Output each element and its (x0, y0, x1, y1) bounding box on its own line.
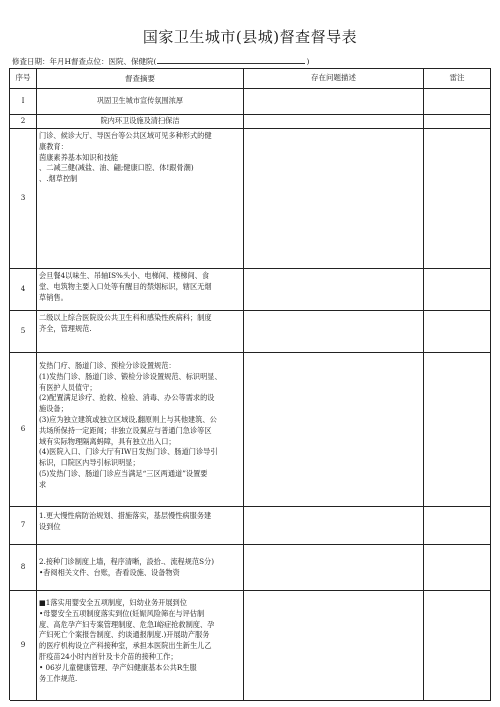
row-desc-blank (244, 89, 424, 114)
row-item-line: 域有实际物理隔离蚂障，具有独立出入口； (39, 436, 176, 446)
row-item-line: (5)发热门诊、肠道门诊应当满足“三区两通道”设置要 (39, 468, 208, 478)
inspection-table (9, 68, 491, 700)
row-note-blank (424, 545, 491, 590)
row-item-line: 1.更大慢性病防治规划、措施落实，基层慢性病服务建 (39, 511, 212, 520)
row-desc-blank (244, 591, 424, 700)
header-note: 雷注 (424, 69, 491, 88)
row-item (37, 591, 244, 700)
row-note-blank (424, 89, 491, 114)
row-note-blank (424, 353, 491, 506)
row-desc-blank (244, 129, 424, 268)
row-item-line: 会旦餐4以味生、吊轴IS%头小、电梯间、楼梯间、食 (39, 271, 210, 280)
header-no: 序号 (10, 69, 37, 88)
row-number: 6 (10, 353, 37, 506)
row-item-line: 施设备； (39, 404, 68, 414)
row-item (37, 311, 244, 352)
table-row (10, 507, 491, 545)
row-desc-blank (244, 353, 424, 506)
row-item-line: 的医疗机构设立产科接种室，承担本医院出生新生儿乙 (39, 641, 212, 651)
table-header-row (10, 69, 491, 89)
row-item-line: (4)医院入口、门诊大厅有IW日发热门诊、肠道门诊导引 (39, 447, 218, 457)
row-item-line: 、.烟草控制 (39, 174, 78, 184)
row-item (37, 129, 244, 268)
row-number: I (10, 89, 37, 114)
row-item (37, 353, 244, 506)
table-row (10, 545, 491, 591)
row-item-line: 2.接种门诊制度上墙，程序清晰，設拾.、流程规范S分) (39, 557, 214, 566)
row-item-line: 草销售。 (39, 292, 68, 302)
row-item-line: 茵康素养基本知识和技能 (39, 152, 119, 162)
row-item-line: •杳阅相关文件、台账，杳看设施、设备物资 (39, 567, 180, 577)
table-row (10, 591, 491, 701)
row-item-line: 巩固卫生城市宣传氛围浓厚 (96, 96, 184, 106)
row-number: 3 (10, 129, 37, 268)
row-item-line: 堂、电筑物主要入口处等有醒目的禁烟标识，辖区无烟 (39, 281, 212, 291)
row-item (37, 545, 244, 590)
row-item (37, 115, 244, 128)
row-desc-blank (244, 545, 424, 590)
page-title: 国家卫生城市(县城)督查督导表 (142, 28, 358, 46)
row-note-blank (424, 115, 491, 128)
row-note-blank (424, 269, 491, 310)
inspection-info-suffix: ) (306, 57, 310, 66)
row-desc-blank (244, 311, 424, 352)
row-item-line: 产妇死亡个案报告制度、约谈通报制度.)开展助产服务 (39, 630, 210, 640)
row-item-line: 门诊、候诊大厅、导医台等公共区域可见多种形式的健 (39, 131, 212, 140)
row-item-line: 标识，口院区内导引标识明显； (39, 458, 140, 468)
table-row (10, 115, 491, 129)
row-item-line: (3)应为独立建筑或独立区域设,翻原则上与其他建筑、公 (39, 414, 217, 424)
row-note-blank (424, 507, 491, 544)
row-item-line: 有医护人员值守； (39, 382, 97, 392)
row-item-line: (1)发热门诊、肠道门诊、锻检分诊设置规范、标识明显、 (39, 371, 222, 381)
row-item-line: 度、高危孕产妇专案管理制度、危急I峪症抢救制度、孕 (39, 619, 215, 629)
row-item-line: 务工作规范. (39, 673, 78, 683)
row-note-blank (424, 129, 491, 268)
inspection-info-prefix: 修査日期：年月H督查点位：医院、保健院( (12, 57, 157, 66)
row-note-blank (424, 311, 491, 352)
row-note-blank (424, 591, 491, 700)
row-number: 2 (10, 115, 37, 128)
row-item-line: 齐全，管理规范. (39, 323, 92, 333)
row-item (37, 269, 244, 310)
row-item-line: ■1落实用婴安全五项制度，妇幼业务开展到位 (39, 598, 187, 607)
row-item (37, 507, 244, 544)
row-number: 7 (10, 507, 37, 544)
row-desc-blank (244, 269, 424, 310)
header-desc: 存在问题描述 (244, 69, 424, 88)
row-number: 4 (10, 269, 37, 310)
row-item-line: 院内环卫设施及清扫保洁 (100, 116, 180, 126)
row-item-line: 共场所保持一定距闻；非独立设翼应与普通门急诊等区 (39, 425, 212, 435)
row-item-line: • 06岁儿童健康管理、孕产妇健康基本公共R生服 (39, 662, 197, 672)
row-number: 9 (10, 591, 37, 700)
row-desc-blank (244, 507, 424, 544)
table-row (10, 311, 491, 353)
row-number: 5 (10, 311, 37, 352)
header-item: 督查摘要 (37, 69, 244, 88)
row-item-line: 设到位 (39, 521, 61, 531)
table-row (10, 269, 491, 311)
table-row (10, 353, 491, 507)
row-item-line: 求 (39, 479, 47, 489)
inspection-info-line (12, 56, 492, 67)
row-item-line: 康教育： (39, 141, 68, 151)
row-item-line: 发热门疗、肠道门诊、预检分诊设置规范： (39, 361, 176, 370)
table-row (10, 129, 491, 269)
row-item-line: (2)配置满足诊疗、抢救、检验、消毒、办公等需求的设 (39, 393, 215, 403)
row-number: 8 (10, 545, 37, 590)
inspection-site-blank (157, 56, 305, 64)
table-row (10, 89, 491, 115)
row-item (37, 89, 244, 114)
row-item-line: 、二减三健(减盐、油、翩;健康口腔、体!跟骨潮) (39, 163, 194, 173)
row-item-line: •母婴安全五项制度落实到位(妊娠风险筛在与评估制 (39, 608, 205, 618)
row-item-line: 二级以上综合医院设公共卫生科和感染性疾病科；制度 (39, 313, 212, 322)
row-desc-blank (244, 115, 424, 128)
row-item-line: 肝疫苗24小时内首针及卡介苗的接种工作； (39, 651, 178, 661)
